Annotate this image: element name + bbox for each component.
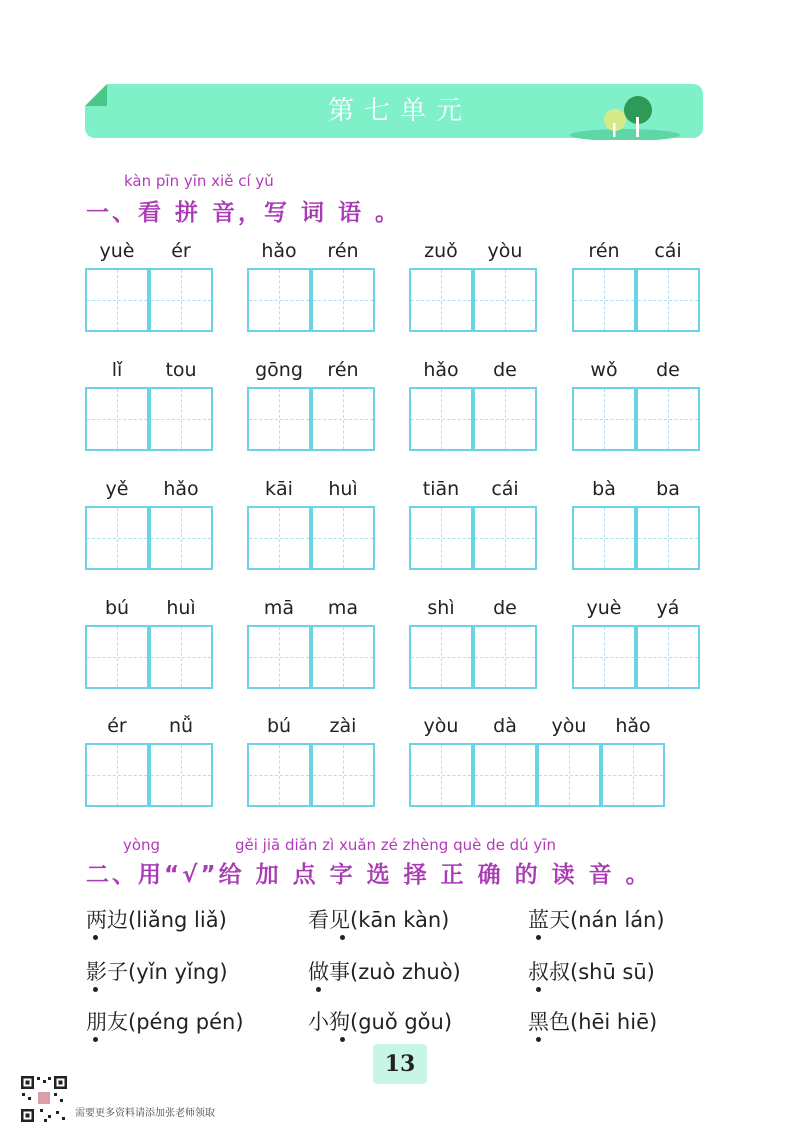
pinyin-label: rén — [327, 359, 359, 381]
writing-cell[interactable] — [636, 387, 700, 451]
pinyin-label: bú — [104, 597, 130, 619]
pinyin-label: shì — [427, 597, 455, 619]
writing-cell[interactable] — [85, 268, 149, 332]
writing-cell[interactable] — [311, 387, 375, 451]
pinyin-label: de — [656, 359, 680, 381]
pinyin-label: nǚ — [168, 715, 194, 737]
page-number: 13 — [384, 1051, 416, 1077]
pinyin-label: yòu — [551, 715, 587, 737]
writing-cell[interactable] — [247, 625, 311, 689]
section1-pinyin: kàn pīn yīn xiě cí yǔ — [124, 172, 274, 190]
pinyin-label: mā — [263, 597, 295, 619]
emphasis-dot — [93, 1037, 98, 1042]
emphasis-dot — [340, 935, 345, 940]
item-shushu: 叔叔(shū sū) — [528, 960, 655, 984]
pinyin-label: huì — [328, 478, 358, 500]
writing-cell[interactable] — [572, 625, 636, 689]
writing-cell[interactable] — [572, 387, 636, 451]
pinyin-label: cái — [491, 478, 519, 500]
writing-cell[interactable] — [537, 743, 601, 807]
pinyin-label: hǎo — [423, 359, 459, 381]
item-kanjian: 看见(kān kàn) — [308, 908, 450, 932]
writing-cell[interactable] — [572, 506, 636, 570]
pinyin-label: yòu — [423, 715, 459, 737]
pinyin-label: huì — [166, 597, 196, 619]
section2-title: 二、用“√”给 加 点 字 选 择 正 确 的 读 音 。 — [86, 862, 652, 888]
writing-cell[interactable] — [601, 743, 665, 807]
pinyin-label: kāi — [265, 478, 293, 500]
footer-note: 需要更多资料请添加张老师领取 — [75, 1108, 215, 1119]
emphasis-dot — [340, 1037, 345, 1042]
writing-cell[interactable] — [247, 387, 311, 451]
pinyin-label: bà — [592, 478, 616, 500]
pinyin-label: hǎo — [615, 715, 651, 737]
section2-pinyin-yong: yòng — [123, 836, 161, 854]
pinyin-label: lǐ — [111, 359, 123, 381]
pinyin-label: hǎo — [261, 240, 297, 262]
pinyin-label: yě — [105, 478, 129, 500]
writing-cell[interactable] — [636, 268, 700, 332]
tree-icon — [570, 95, 680, 140]
pinyin-label: cái — [654, 240, 682, 262]
pinyin-label: yòu — [487, 240, 523, 262]
pinyin-label: de — [493, 359, 517, 381]
pinyin-label: wǒ — [590, 359, 618, 381]
writing-cell[interactable] — [85, 743, 149, 807]
pinyin-label: de — [493, 597, 517, 619]
writing-cell[interactable] — [473, 268, 537, 332]
section1-title: 一、看 拼 音，写 词 语 。 — [86, 200, 402, 226]
writing-cell[interactable] — [85, 506, 149, 570]
section2-pinyin: gěi jiā diǎn zì xuǎn zé zhèng què de dú yīn — [235, 836, 556, 854]
emphasis-dot — [536, 987, 541, 992]
writing-cell[interactable] — [636, 625, 700, 689]
emphasis-dot — [316, 987, 321, 992]
writing-cell[interactable] — [473, 743, 537, 807]
writing-cell[interactable] — [311, 268, 375, 332]
pinyin-label: bú — [266, 715, 292, 737]
writing-cell[interactable] — [311, 625, 375, 689]
pinyin-label: tiān — [422, 478, 460, 500]
pinyin-label: rén — [588, 240, 620, 262]
item-liangbian: 两边(liǎng liǎ) — [86, 908, 227, 932]
item-zuoshi: 做事(zuò zhuò) — [308, 960, 461, 984]
writing-cell[interactable] — [409, 268, 473, 332]
writing-cell[interactable] — [149, 387, 213, 451]
writing-cell[interactable] — [85, 625, 149, 689]
writing-cell[interactable] — [409, 387, 473, 451]
writing-cell[interactable] — [149, 743, 213, 807]
pinyin-label: tou — [165, 359, 197, 381]
writing-cell[interactable] — [409, 506, 473, 570]
item-heise: 黑色(hēi hiē) — [528, 1010, 658, 1034]
pinyin-label: yá — [656, 597, 680, 619]
item-xiaogou: 小狗(guǒ gǒu) — [308, 1010, 453, 1034]
writing-cell[interactable] — [149, 625, 213, 689]
writing-cell[interactable] — [409, 625, 473, 689]
pinyin-label: dà — [493, 715, 517, 737]
writing-cell[interactable] — [247, 743, 311, 807]
writing-cell[interactable] — [473, 625, 537, 689]
emphasis-dot — [93, 987, 98, 992]
emphasis-dot — [536, 935, 541, 940]
writing-cell[interactable] — [473, 506, 537, 570]
pinyin-label: rén — [327, 240, 359, 262]
pinyin-label: yuè — [586, 597, 622, 619]
writing-cell[interactable] — [85, 387, 149, 451]
pinyin-label: ba — [656, 478, 680, 500]
pinyin-label: zuǒ — [424, 240, 458, 262]
pinyin-label: gōng — [255, 359, 303, 381]
pinyin-label: ma — [327, 597, 359, 619]
writing-cell[interactable] — [311, 506, 375, 570]
pinyin-label: ér — [107, 715, 127, 737]
emphasis-dot — [536, 1037, 541, 1042]
qr-code-icon — [20, 1075, 68, 1123]
writing-cell[interactable] — [636, 506, 700, 570]
item-pengyou: 朋友(péng pén) — [86, 1010, 244, 1034]
item-yingzi: 影子(yǐn yǐng) — [86, 960, 228, 984]
writing-cell[interactable] — [409, 743, 473, 807]
writing-cell[interactable] — [572, 268, 636, 332]
item-lantian: 蓝天(nán lán) — [528, 908, 665, 932]
writing-cell[interactable] — [311, 743, 375, 807]
pinyin-label: yuè — [99, 240, 135, 262]
pinyin-label: zài — [329, 715, 357, 737]
emphasis-dot — [93, 935, 98, 940]
pinyin-label: ér — [171, 240, 191, 262]
page-title: 第七单元 — [327, 96, 472, 126]
writing-cell[interactable] — [473, 387, 537, 451]
pinyin-label: hǎo — [163, 478, 199, 500]
writing-cell[interactable] — [149, 268, 213, 332]
writing-cell[interactable] — [247, 506, 311, 570]
writing-cell[interactable] — [247, 268, 311, 332]
writing-cell[interactable] — [149, 506, 213, 570]
